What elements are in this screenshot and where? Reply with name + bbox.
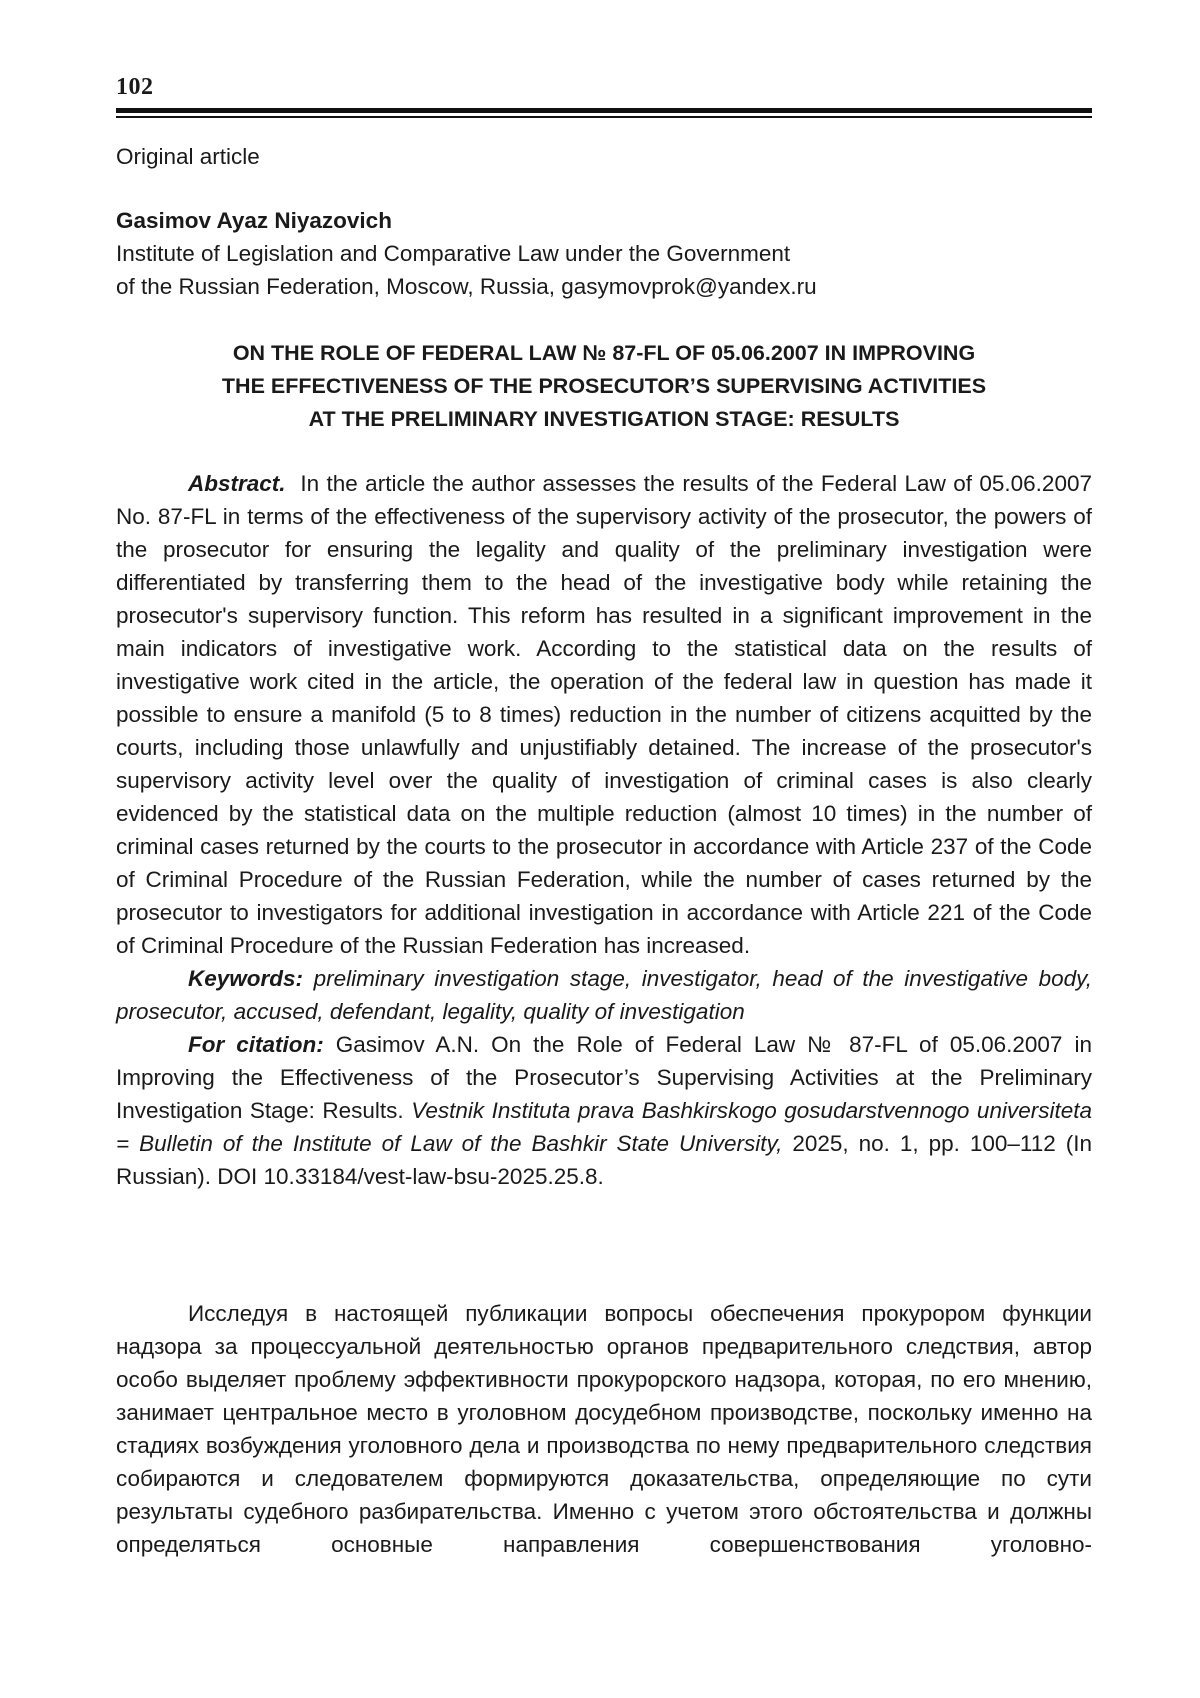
abstract-section <box>116 467 1092 1193</box>
citation-details: 2025, no. 1, pp. 100–112 (In Russian). DOI 10.33184/vest-law-bsu-2025.25.8. <box>116 1131 1092 1189</box>
article-type: Original article <box>116 144 260 169</box>
title-line: THE EFFECTIVENESS OF THE PROSECUTOR’S SUPERVISING ACTIVITIES <box>221 374 987 398</box>
author-block <box>116 204 817 303</box>
keywords-label: Keywords: <box>188 966 304 991</box>
author-name: Gasimov Ayaz Niyazovich <box>116 208 392 233</box>
abstract-paragraph <box>116 467 1092 962</box>
citation-label: For citation: <box>188 1032 324 1057</box>
keywords-paragraph <box>116 962 1092 1028</box>
title-line: ON THE ROLE OF FEDERAL LAW № 87-FL OF 05.06.2007 IN IMPROVING <box>232 341 976 365</box>
citation-journal: Vestnik Instituta prava Bashkirskogo gosudarstvennogo universiteta = Bulletin of the Institute of Law of the Bashkir State University, <box>116 1098 1092 1156</box>
abstract-label: Abstract. <box>188 471 286 496</box>
title-line: AT THE PRELIMINARY INVESTIGATION STAGE: RESULTS <box>308 407 900 431</box>
article-title <box>116 337 1092 436</box>
citation-text: Gasimov A.N. On the Role of Federal Law № 87-FL of 05.06.2007 in Improving the Effectiveness of the Prosecutor’s Supervising Activities at the Preliminary Investigation Stage: Results. <box>116 1032 1092 1123</box>
citation-paragraph <box>116 1028 1092 1193</box>
header-rule-thick <box>116 108 1092 113</box>
author-affiliation-line2: of the Russian Federation, Moscow, Russia, gasymovprok@yandex.ru <box>116 274 817 299</box>
author-affiliation-line1: Institute of Legislation and Comparative Law under the Government <box>116 241 791 266</box>
page-number: 102 <box>116 74 154 100</box>
header-rule-thin <box>116 116 1092 118</box>
body-russian <box>116 1297 1092 1561</box>
keywords-text: preliminary investigation stage, investigator, head of the investigative body, prosecutor, accused, defendant, legality, quality of investigation <box>116 966 1092 1024</box>
abstract-text: In the article the author assesses the results of the Federal Law of 05.06.2007 No. 87-FL in terms of the effectiveness of the supervisory activity of the prosecutor, the powers of the prosecutor for ensuring the legality and quality of the preliminary investigation were differentiated by transferring them to the head of the investigative body while retaining the prosecutor's supervisory function. This reform has resulted in a significant improvement in the main indicators of investigative work. According to the statistical data on the results of investigative work cited in the article, the operation of the federal law in question has made it possible to ensure a manifold (5 to 8 times) reduction in the number of citizens acquitted by the courts, including those unlawfully and unjustifiably detained. The increase of the prosecutor's supervisory activity level over the quality of investigation of criminal cases is also clearly evidenced by the statistical data on the multiple reduction (almost 10 times) in the number of criminal cases returned by the courts to the prosecutor in accordance with Article 237 of the Code of Criminal Procedure of the Russian Federation, while the number of cases returned by the prosecutor to investigators for additional investigation in accordance with Article 221 of the Code of Criminal Procedure of the Russian Federation has increased. <box>116 471 1092 958</box>
body-paragraph: Исследуя в настоящей публикации вопросы обеспечения прокурором функции надзора за процессуальной деятельностью органов предварительного следствия, автор особо выделяет проблему эффективности прокурорского надзора, которая, по его мнению, занимает центральное место в уголовном досудебном производстве, поскольку именно на стадиях возбуждения уголовного дела и производства по нему предварительного следствия собираются и следователем формируются доказательства, определяющие по сути результаты судебного разбирательства. Именно с учетом этого обстоятельства и должны определяться основные направления совершенствования уголовно- <box>116 1301 1092 1557</box>
